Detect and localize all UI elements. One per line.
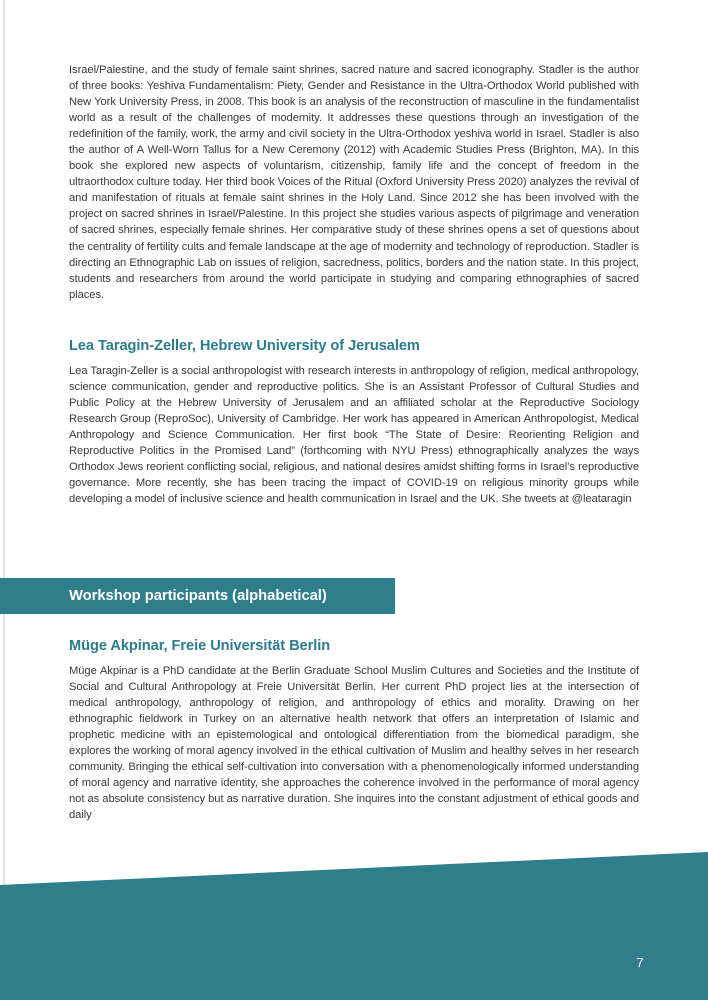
spacer-before-taragin-heading <box>69 303 639 337</box>
page-number: 7 <box>636 955 644 970</box>
paragraph-muge-akpinar: Müge Akpinar is a PhD candidate at the Berlin Graduate School Muslim Cultures and Societies and the Institute of Social and Cultural Anthropology at Freie Universität Berlin. Her current PhD project lies at the intersection of medical anthropology, anthropology of religion, and anthropology of ethics and morality. Drawing on her ethnographic fieldwork in Turkey on an alternative health network that offers an interpretation of Islamic and prophetic medicine with an epistemological and ontological differentiation from the biomedical paradigm, she explores the working of moral agency involved in the ethical cultivation of Muslim and healthy selves in her research community. Bringing the ethical self-cultivation into conversation with a phenomenologically informed understanding of moral agency and narrative identity, she approaches the coherence involved in the performance of moral agency not as absolute consistency but as narrative duration. She inquires into the constant adjustment of ethical goods and daily <box>69 665 639 822</box>
heading-lea-taragin-zeller: Lea Taragin-Zeller, Hebrew University of Jerusalem <box>69 337 420 354</box>
section-banner-label: Workshop participants (alphabetical) <box>69 588 327 604</box>
page-footer-wedge <box>0 840 708 1000</box>
paragraph-stadler-continued: Israel/Palestine, and the study of female saint shrines, sacred nature and sacred iconography. Stadler is the author of three books: Yeshiva Fundamentalism: Piety, Gender and Resistance in the Ultra-Orthodox World published with New York University Press, in 2008. This book is an analysis of the reconstruction of masculine in the fundamentalist world as a result of the challenges of modernity. It addresses these questions through an investigation of the redefinition of the family, work, the army and civil society in the Ultra-Orthodox yeshiva world in Israel. Stadler is also the author of A Well-Worn Tallus for a New Ceremony (2012) with Academic Studies Press (Brighton, MA). In this book she explored new aspects of voluntarism, citizenship, family life and the concept of freedom in the ultraorthodox culture today. Her third book Voices of the Ritual (Oxford University Press 2020) analyzes the revival of and manifestation of rituals at female saint shrines in the Holy Land. Since 2012 she has been involved with the project on sacred shrines in Israel/Palestine. In this project she studies various aspects of pilgrimage and veneration of sacred shrines, especially female shrines. Her comparative study of these shrines opens a set of questions about the centrality of fertility cults and female landscape at the age of modernity and technology of reproduction. Stadler is directing an Ethnographic Lab on issues of religion, sacredness, politics, borders and the nation state. In this project, students and researchers from around the world participate in studying and comparing ethnographies of sacred places. <box>69 64 639 301</box>
spacer-after-akpinar-heading <box>69 656 639 663</box>
page-content-column <box>69 62 639 507</box>
section-banner-workshop-participants <box>0 578 395 614</box>
page-content-column-lower <box>69 637 639 823</box>
page-left-margin-rule <box>3 0 5 1000</box>
spacer-after-taragin-heading <box>69 356 639 363</box>
paragraph-lea-taragin-zeller: Lea Taragin-Zeller is a social anthropologist with research interests in anthropology of religion, medical anthropology, science communication, gender and reproductive politics. She is an Assistant Professor of Cultural Studies and Public Policy at the Hebrew University of Jerusalem and an affiliated scholar at the Reproductive Sociology Research Group (ReproSoc), University of Cambridge. Her work has appeared in American Anthropologist, Medical Anthropology and Science Communication. Her first book “The State of Desire: Reorienting Religion and Reproductive Politics in the Promised Land” (forthcoming with NYU Press) ethnographically analyzes the ways Orthodox Jews reorient conflicting social, religious, and national desires amidst shifting forms in Israel’s reproductive governance. More recently, she has been tracing the impact of COVID-19 on religious minority groups while developing a model of inclusive science and health communication in Israel and the UK. She tweets at @leataragin <box>69 364 639 506</box>
heading-muge-akpinar: Müge Akpinar, Freie Universität Berlin <box>69 638 331 654</box>
